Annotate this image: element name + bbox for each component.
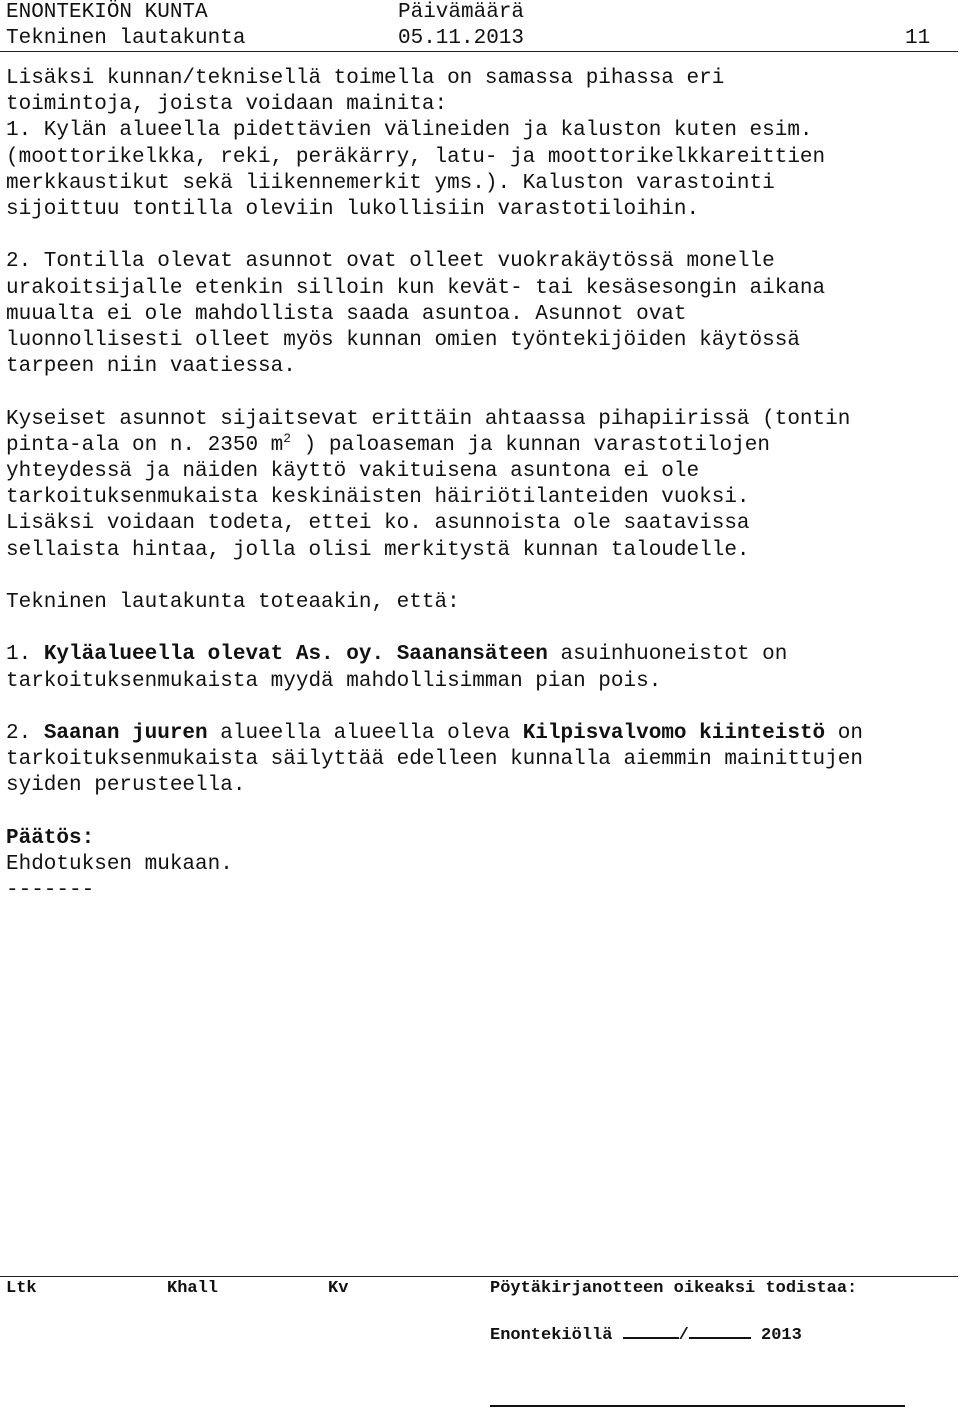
header-divider xyxy=(0,51,958,52)
footer-khall: Khall xyxy=(167,1279,219,1298)
date-slash: / xyxy=(678,1326,689,1345)
text-line: yhteydessä ja näiden käyttö vakituisena asuntona ei ole xyxy=(6,460,700,484)
text-line: sellaista hintaa, jolla olisi merkitystä kunnan taloudelle. xyxy=(6,538,750,562)
bold-text: Saanan juuren xyxy=(43,722,208,745)
board-name: Tekninen lautakunta xyxy=(6,27,246,50)
page-number: 11 xyxy=(905,27,931,50)
footer-certify-label: Pöytäkirjanotteen oikeaksi todistaa: xyxy=(490,1279,858,1298)
month-blank xyxy=(689,1321,751,1339)
text-line: 1. Kylän alueella pidettävien välineiden ja kaluston kuten esim. xyxy=(6,119,813,143)
text-line: sijoittuu tontilla oleviin lukollisiin varastotiloihin. xyxy=(6,198,700,222)
footer-kv: Kv xyxy=(328,1279,349,1298)
decision-text: Ehdotuksen mukaan. xyxy=(6,853,233,876)
text-line: Lisäksi kunnan/teknisellä toimella on samassa pihassa eri xyxy=(6,67,725,90)
footer-year: 2013 xyxy=(761,1326,802,1345)
paragraph-item-1 xyxy=(6,642,956,694)
text-line: Kyseiset asunnot sijaitsevat erittäin ahtaassa pihapiirissä (tontin xyxy=(6,407,851,431)
text-line: urakoitsijalle etenkin silloin kun kevät- tai kesäsesongin aikana xyxy=(6,276,826,300)
end-mark: ------- xyxy=(6,879,95,903)
text-line: (moottorikelkka, reki, peräkärry, latu- ja moottorikelkkareittien xyxy=(6,145,826,169)
footer-place-date xyxy=(490,1321,802,1347)
text-line: tarkoituksenmukaista säilyttää edelleen kunnalla aiemmin mainittujen xyxy=(6,748,863,772)
item-number: 2. xyxy=(6,722,44,745)
municipality-name: ENONTEKIÖN KUNTA xyxy=(6,1,208,24)
text-line: tarkoituksenmukaista myydä mahdollisimman pian pois. xyxy=(6,669,662,693)
paragraph-location xyxy=(6,407,956,564)
text-line: tarkoituksenmukaista keskinäisten häiriötilanteiden vuoksi. xyxy=(6,486,750,510)
footer-place: Enontekiöllä xyxy=(490,1326,613,1345)
paragraph-conclusion-intro: Tekninen lautakunta toteaakin, että: xyxy=(6,591,460,615)
signature-line xyxy=(490,1405,905,1407)
text-line: pinta-ala on n. 2350 m xyxy=(6,433,284,457)
text-line: alueella alueella oleva xyxy=(207,722,523,745)
text-line: syiden perusteella. xyxy=(6,774,246,798)
squared-superscript: 2 xyxy=(283,430,292,446)
text-line: on xyxy=(825,722,863,745)
text-line: tarpeen niin vaatiessa. xyxy=(6,355,296,379)
meeting-date: 05.11.2013 xyxy=(398,27,525,50)
text-line: 2. Tontilla olevat asunnot ovat olleet vuokrakäytössä monelle xyxy=(6,250,775,274)
header-row-1 xyxy=(6,0,208,26)
decision-label: Päätös: xyxy=(6,826,95,850)
date-label: Päivämäärä xyxy=(398,1,525,24)
text-line: Lisäksi voidaan todeta, ettei ko. asunnoista ole saatavissa xyxy=(6,512,750,536)
paragraph-decision xyxy=(6,826,956,905)
paragraph-apartments-use xyxy=(6,249,956,380)
item-number: 1. xyxy=(6,643,44,667)
text-line: asuinhuoneistot on xyxy=(547,643,788,667)
text-line: toimintoja, joista voidaan mainita: xyxy=(6,93,448,117)
footer-divider xyxy=(0,1276,958,1277)
document-body xyxy=(6,66,956,931)
text-line: merkkaustikut sekä liikennemerkit yms.). Kaluston varastointi xyxy=(6,171,775,195)
day-blank xyxy=(623,1321,679,1339)
paragraph-activities xyxy=(6,66,956,223)
paragraph-item-2 xyxy=(6,721,956,800)
footer-ltk: Ltk xyxy=(6,1279,37,1298)
text-line: luonnollisesti olleet myös kunnan omien työntekijöiden käytössä xyxy=(6,329,800,353)
text-line: muualta ei ole mahdollista saada asuntoa. Asunnot ovat xyxy=(6,302,687,326)
text-line: ) paloaseman ja kunnan varastotilojen xyxy=(291,433,770,457)
bold-text: Saanansäteen xyxy=(396,643,548,667)
bold-text: Kyläalueella olevat As. oy. xyxy=(43,643,385,667)
text-space xyxy=(384,643,397,666)
bold-text: Kilpisvalvomo kiinteistö xyxy=(522,722,826,745)
